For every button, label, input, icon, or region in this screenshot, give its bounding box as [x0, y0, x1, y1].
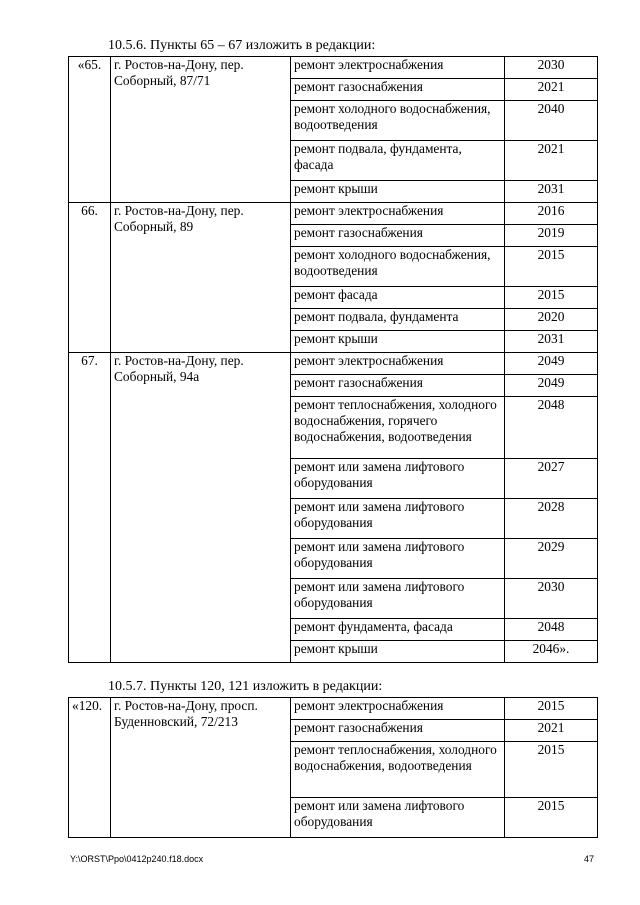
work-year: 2040 — [505, 101, 598, 141]
building-address: г. Ростов-на-Дону, пер. Соборный, 89 — [111, 203, 291, 353]
item-number: 67. — [69, 353, 111, 663]
work-year: 2049 — [505, 375, 598, 397]
work-year: 2019 — [505, 225, 598, 247]
work-year: 2048 — [505, 397, 598, 459]
work-year: 2031 — [505, 181, 598, 203]
work-type: ремонт газоснабжения — [291, 720, 505, 742]
table-row — [69, 698, 598, 720]
work-type: ремонт подвала, фундамента, фасада — [291, 141, 505, 181]
work-type: ремонт крыши — [291, 181, 505, 203]
building-address: г. Ростов-на-Дону, пер. Соборный, 94а — [111, 353, 291, 663]
work-type: ремонт или замена лифтового оборудования — [291, 539, 505, 579]
item-number: «65. — [69, 57, 111, 203]
work-year: 2046». — [505, 641, 598, 663]
work-year: 2015 — [505, 247, 598, 287]
table-row — [69, 203, 598, 225]
work-year: 2048 — [505, 619, 598, 641]
work-type: ремонт газоснабжения — [291, 225, 505, 247]
work-type: ремонт фундамента, фасада — [291, 619, 505, 641]
work-year: 2015 — [505, 287, 598, 309]
work-type: ремонт газоснабжения — [291, 79, 505, 101]
section-heading-1: 10.5.6. Пункты 65 – 67 изложить в редакции: — [108, 38, 376, 53]
work-type: ремонт газоснабжения — [291, 375, 505, 397]
work-year: 2049 — [505, 353, 598, 375]
work-year: 2021 — [505, 79, 598, 101]
table-row — [69, 353, 598, 375]
work-type: ремонт электроснабжения — [291, 203, 505, 225]
work-year: 2030 — [505, 579, 598, 619]
work-year: 2030 — [505, 57, 598, 79]
building-address: г. Ростов-на-Дону, пер. Соборный, 87/71 — [111, 57, 291, 203]
work-type: ремонт теплоснабжения, холодного водоснабжения, горячего водоснабжения, водоотведения — [291, 397, 505, 459]
works-table-2 — [68, 697, 598, 838]
work-year: 2015 — [505, 742, 598, 798]
building-address: г. Ростов-на-Дону, просп. Буденновский, 72/213 — [111, 698, 291, 838]
work-type: ремонт крыши — [291, 331, 505, 353]
footer-file-path: Y:\ORST\Ppo\0412p240.f18.docx — [70, 854, 204, 864]
work-year: 2021 — [505, 720, 598, 742]
work-type: ремонт или замена лифтового оборудования — [291, 499, 505, 539]
work-type: ремонт холодного водоснабжения, водоотведения — [291, 247, 505, 287]
work-type: ремонт электроснабжения — [291, 353, 505, 375]
work-year: 2029 — [505, 539, 598, 579]
work-year: 2031 — [505, 331, 598, 353]
work-year: 2021 — [505, 141, 598, 181]
work-type: ремонт или замена лифтового оборудования — [291, 459, 505, 499]
work-year: 2015 — [505, 798, 598, 838]
work-year: 2015 — [505, 698, 598, 720]
work-type: ремонт холодного водоснабжения, водоотведения — [291, 101, 505, 141]
item-number: 66. — [69, 203, 111, 353]
work-type: ремонт или замена лифтового оборудования — [291, 798, 505, 838]
work-type: ремонт электроснабжения — [291, 57, 505, 79]
work-type: ремонт фасада — [291, 287, 505, 309]
work-type: ремонт или замена лифтового оборудования — [291, 579, 505, 619]
work-type: ремонт теплоснабжения, холодного водоснабжения, водоотведения — [291, 742, 505, 798]
item-number: «120. — [69, 698, 111, 838]
work-year: 2020 — [505, 309, 598, 331]
works-table-1 — [68, 56, 598, 663]
section-heading-2: 10.5.7. Пункты 120, 121 изложить в редакции: — [108, 679, 383, 694]
work-year: 2016 — [505, 203, 598, 225]
work-year: 2027 — [505, 459, 598, 499]
work-type: ремонт крыши — [291, 641, 505, 663]
work-type: ремонт электроснабжения — [291, 698, 505, 720]
page-number: 47 — [583, 854, 594, 864]
work-year: 2028 — [505, 499, 598, 539]
table-row — [69, 57, 598, 79]
work-type: ремонт подвала, фундамента — [291, 309, 505, 331]
